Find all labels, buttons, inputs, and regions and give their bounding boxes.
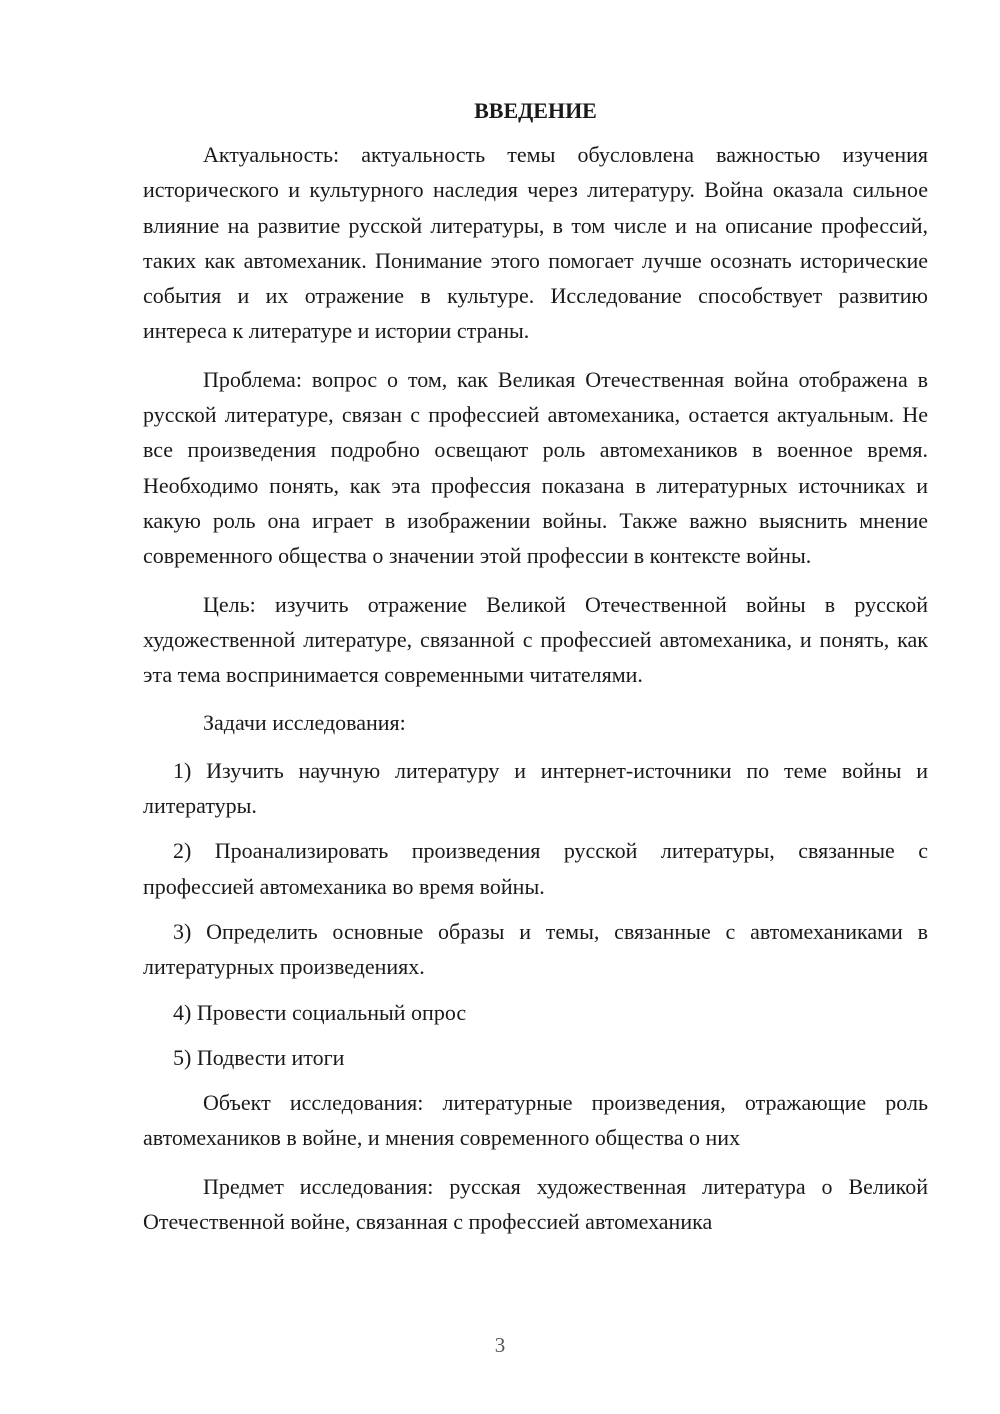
list-item: 5) Подвести итоги <box>173 1044 345 1070</box>
list-item: 4) Провести социальный опрос <box>173 999 467 1025</box>
tasks-heading: Задачи исследования: <box>203 710 406 736</box>
page-number: 3 <box>494 1333 506 1357</box>
paragraph-object: Объект исследования: литературные произведения, отражающие роль автомехаников в войне, и мнения современного общества о них <box>143 1090 928 1151</box>
tasks-list <box>143 753 928 1075</box>
page-content <box>143 95 928 1252</box>
paragraph-relevance: Актуальность: актуальность темы обусловлена важностью изучения исторического и культурного наследия через литературу. Война оказала сильное влияние на развитие русской литературы, в том числе и на описание профессий, таких как автомеханик. Понимание этого помогает лучше осознать исторические события и их отражение в культуре. Исследование способствует развитию интереса к литературе и истории страны. <box>143 142 928 344</box>
paragraph-goal: Цель: изучить отражение Великой Отечественной войны в русской художественной литературе, связанной с профессией автомеханика, и понять, как эта тема воспринимается современными читателями. <box>143 591 928 688</box>
paragraph-problem: Проблема: вопрос о том, как Великая Отечественная война отображена в русской литературе, связан с профессией автомеханика, остается актуальным. Не все произведения подробно освещают роль автомехаников в военное время. Необходимо понять, как эта профессия показана в литературных источниках и какую роль она играет в изображении войны. Также важно выяснить мнение современного общества о значении этой профессии в контексте войны. <box>143 366 928 569</box>
list-item: 3) Определить основные образы и темы, связанные с автомеханиками в литературных произведениях. <box>143 918 928 980</box>
page-title: ВВЕДЕНИЕ <box>474 98 597 123</box>
list-item: 2) Проанализировать произведения русской литературы, связанные с профессией автомеханика во время войны. <box>143 838 928 899</box>
paragraph-subject: Предмет исследования: русская художественная литература о Великой Отечественной войне, связанная с профессией автомеханика <box>143 1173 928 1235</box>
list-item: 1) Изучить научную литературу и интернет-источники по теме войны и литературы. <box>143 757 928 819</box>
